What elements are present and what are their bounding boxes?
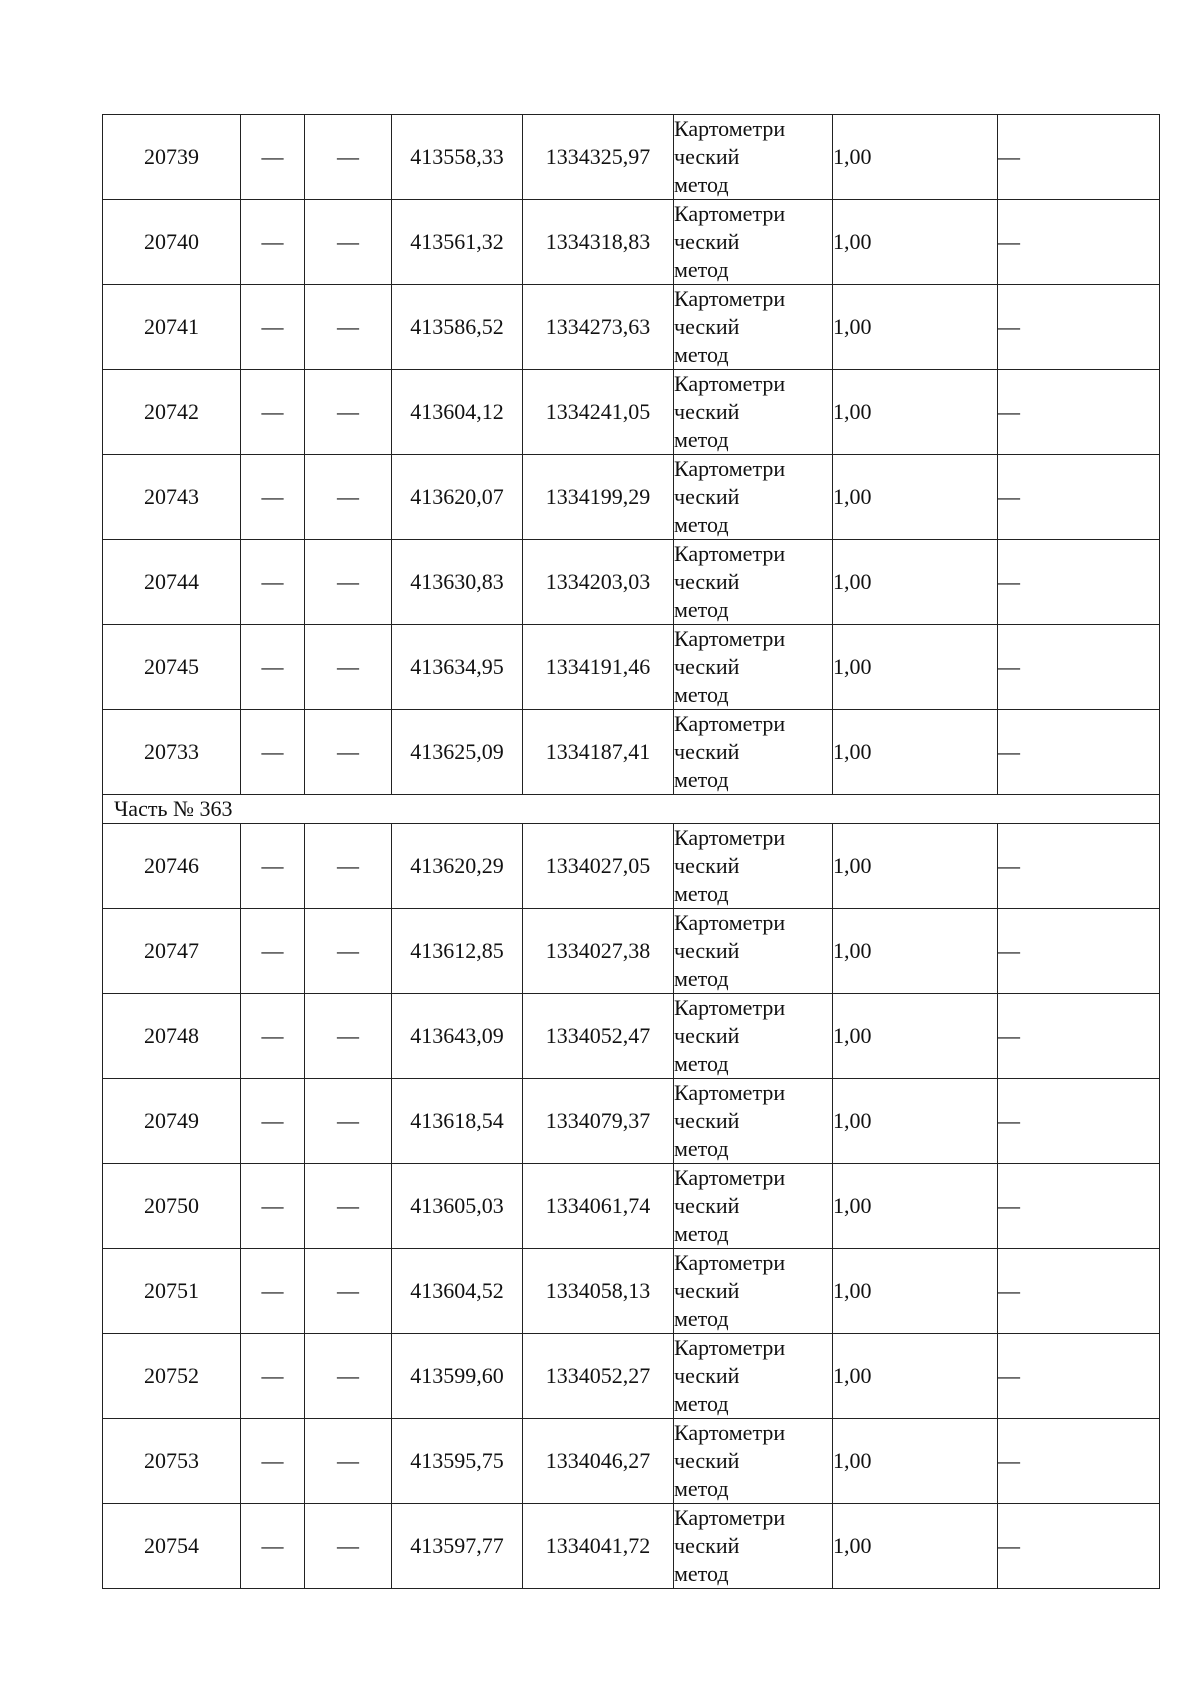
y-coordinate-cell: 1334041,72 [523, 1504, 674, 1589]
accuracy-cell: 1,00 [833, 710, 998, 795]
point-number-cell: 20746 [103, 824, 241, 909]
method-line: Картометри [674, 541, 786, 566]
method-line: Картометри [674, 711, 786, 736]
x-coordinate-cell: 413618,54 [392, 1079, 523, 1164]
method-line: метод [674, 1561, 729, 1586]
method-line: Картометри [674, 825, 786, 850]
method-line: метод [674, 512, 729, 537]
y-coordinate-cell: 1334052,27 [523, 1334, 674, 1419]
method-line: метод [674, 1391, 729, 1416]
method-line: Картометри [674, 286, 786, 311]
method-line: Картометри [674, 456, 786, 481]
point-number-cell: 20739 [103, 115, 241, 200]
x-coordinate-cell: 413643,09 [392, 994, 523, 1079]
accuracy-cell: 1,00 [833, 115, 998, 200]
method-line: ческий [674, 739, 740, 764]
accuracy-cell: 1,00 [833, 1419, 998, 1504]
y-coordinate-cell: 1334318,83 [523, 200, 674, 285]
x-coordinate-cell: 413595,75 [392, 1419, 523, 1504]
method-line: Картометри [674, 995, 786, 1020]
empty-dash-cell: — [241, 115, 305, 200]
method-line: метод [674, 1221, 729, 1246]
part-label: Часть № 363 [103, 795, 1160, 824]
note-cell: — [998, 710, 1160, 795]
y-coordinate-cell: 1334058,13 [523, 1249, 674, 1334]
empty-dash-cell: — [305, 1164, 392, 1249]
note-cell: — [998, 1334, 1160, 1419]
note-cell: — [998, 370, 1160, 455]
x-coordinate-cell: 413634,95 [392, 625, 523, 710]
method-line: ческий [674, 399, 740, 424]
table-row [103, 1504, 1160, 1589]
empty-dash-cell: — [305, 824, 392, 909]
y-coordinate-cell: 1334046,27 [523, 1419, 674, 1504]
accuracy-cell: 1,00 [833, 1249, 998, 1334]
note-cell: — [998, 200, 1160, 285]
method-cell [674, 200, 833, 285]
method-line: ческий [674, 569, 740, 594]
method-line: ческий [674, 314, 740, 339]
y-coordinate-cell: 1334061,74 [523, 1164, 674, 1249]
empty-dash-cell: — [305, 1079, 392, 1164]
empty-dash-cell: — [241, 370, 305, 455]
method-line: ческий [674, 938, 740, 963]
note-cell: — [998, 455, 1160, 540]
method-line: метод [674, 257, 729, 282]
part-header-row [103, 795, 1160, 824]
method-line: Картометри [674, 1250, 786, 1275]
empty-dash-cell: — [305, 1504, 392, 1589]
y-coordinate-cell: 1334027,38 [523, 909, 674, 994]
point-number-cell: 20748 [103, 994, 241, 1079]
method-cell [674, 370, 833, 455]
point-number-cell: 20742 [103, 370, 241, 455]
point-number-cell: 20743 [103, 455, 241, 540]
point-number-cell: 20751 [103, 1249, 241, 1334]
x-coordinate-cell: 413625,09 [392, 710, 523, 795]
note-cell: — [998, 1164, 1160, 1249]
empty-dash-cell: — [241, 455, 305, 540]
note-cell: — [998, 285, 1160, 370]
accuracy-cell: 1,00 [833, 540, 998, 625]
point-number-cell: 20733 [103, 710, 241, 795]
method-cell [674, 1079, 833, 1164]
point-number-cell: 20752 [103, 1334, 241, 1419]
method-line: Картометри [674, 116, 786, 141]
method-line: ческий [674, 1193, 740, 1218]
empty-dash-cell: — [305, 1419, 392, 1504]
method-line: метод [674, 427, 729, 452]
method-line: метод [674, 172, 729, 197]
y-coordinate-cell: 1334052,47 [523, 994, 674, 1079]
note-cell: — [998, 115, 1160, 200]
empty-dash-cell: — [305, 455, 392, 540]
empty-dash-cell: — [241, 710, 305, 795]
empty-dash-cell: — [241, 909, 305, 994]
method-cell [674, 115, 833, 200]
method-line: Картометри [674, 371, 786, 396]
method-line: метод [674, 1306, 729, 1331]
accuracy-cell: 1,00 [833, 200, 998, 285]
x-coordinate-cell: 413599,60 [392, 1334, 523, 1419]
table-row [103, 625, 1160, 710]
note-cell: — [998, 1504, 1160, 1589]
note-cell: — [998, 1419, 1160, 1504]
method-cell [674, 1334, 833, 1419]
method-line: ческий [674, 654, 740, 679]
table-row [103, 710, 1160, 795]
point-number-cell: 20747 [103, 909, 241, 994]
method-line: ческий [674, 144, 740, 169]
table-row [103, 824, 1160, 909]
empty-dash-cell: — [305, 200, 392, 285]
method-line: Картометри [674, 1335, 786, 1360]
method-line: метод [674, 682, 729, 707]
note-cell: — [998, 824, 1160, 909]
point-number-cell: 20741 [103, 285, 241, 370]
x-coordinate-cell: 413620,07 [392, 455, 523, 540]
method-line: метод [674, 767, 729, 792]
method-line: метод [674, 1136, 729, 1161]
method-line: Картометри [674, 201, 786, 226]
method-line: метод [674, 966, 729, 991]
method-line: ческий [674, 1108, 740, 1133]
coordinates-table [102, 114, 1160, 1589]
empty-dash-cell: — [305, 115, 392, 200]
point-number-cell: 20754 [103, 1504, 241, 1589]
empty-dash-cell: — [305, 370, 392, 455]
accuracy-cell: 1,00 [833, 1334, 998, 1419]
y-coordinate-cell: 1334325,97 [523, 115, 674, 200]
method-cell [674, 540, 833, 625]
method-line: ческий [674, 853, 740, 878]
table-body [103, 115, 1160, 1589]
table-row [103, 285, 1160, 370]
empty-dash-cell: — [305, 285, 392, 370]
method-line: метод [674, 1476, 729, 1501]
accuracy-cell: 1,00 [833, 994, 998, 1079]
x-coordinate-cell: 413561,32 [392, 200, 523, 285]
table-row [103, 1249, 1160, 1334]
y-coordinate-cell: 1334273,63 [523, 285, 674, 370]
x-coordinate-cell: 413586,52 [392, 285, 523, 370]
empty-dash-cell: — [305, 1249, 392, 1334]
method-line: ческий [674, 1533, 740, 1558]
method-cell [674, 1164, 833, 1249]
accuracy-cell: 1,00 [833, 824, 998, 909]
method-line: метод [674, 342, 729, 367]
empty-dash-cell: — [305, 994, 392, 1079]
method-cell [674, 994, 833, 1079]
note-cell: — [998, 1249, 1160, 1334]
empty-dash-cell: — [241, 1334, 305, 1419]
method-line: Картометри [674, 1165, 786, 1190]
empty-dash-cell: — [241, 824, 305, 909]
accuracy-cell: 1,00 [833, 1164, 998, 1249]
table-row [103, 1164, 1160, 1249]
y-coordinate-cell: 1334027,05 [523, 824, 674, 909]
y-coordinate-cell: 1334191,46 [523, 625, 674, 710]
method-cell [674, 625, 833, 710]
method-line: ческий [674, 229, 740, 254]
table-row [103, 540, 1160, 625]
method-line: ческий [674, 1363, 740, 1388]
empty-dash-cell: — [241, 1249, 305, 1334]
method-cell [674, 285, 833, 370]
method-line: Картометри [674, 1420, 786, 1445]
method-cell [674, 455, 833, 540]
method-cell [674, 1419, 833, 1504]
accuracy-cell: 1,00 [833, 370, 998, 455]
method-cell [674, 824, 833, 909]
note-cell: — [998, 625, 1160, 710]
empty-dash-cell: — [241, 540, 305, 625]
accuracy-cell: 1,00 [833, 455, 998, 540]
method-line: Картометри [674, 1080, 786, 1105]
empty-dash-cell: — [305, 540, 392, 625]
method-cell [674, 710, 833, 795]
y-coordinate-cell: 1334079,37 [523, 1079, 674, 1164]
empty-dash-cell: — [241, 1164, 305, 1249]
method-line: ческий [674, 484, 740, 509]
empty-dash-cell: — [241, 625, 305, 710]
method-line: Картометри [674, 1505, 786, 1530]
accuracy-cell: 1,00 [833, 625, 998, 710]
x-coordinate-cell: 413620,29 [392, 824, 523, 909]
table-row [103, 909, 1160, 994]
x-coordinate-cell: 413558,33 [392, 115, 523, 200]
empty-dash-cell: — [241, 1419, 305, 1504]
table-row [103, 1334, 1160, 1419]
table-row [103, 1419, 1160, 1504]
empty-dash-cell: — [305, 909, 392, 994]
method-line: ческий [674, 1448, 740, 1473]
note-cell: — [998, 909, 1160, 994]
table-row [103, 455, 1160, 540]
method-line: метод [674, 597, 729, 622]
x-coordinate-cell: 413630,83 [392, 540, 523, 625]
point-number-cell: 20753 [103, 1419, 241, 1504]
point-number-cell: 20744 [103, 540, 241, 625]
x-coordinate-cell: 413604,52 [392, 1249, 523, 1334]
accuracy-cell: 1,00 [833, 909, 998, 994]
method-cell [674, 909, 833, 994]
point-number-cell: 20740 [103, 200, 241, 285]
point-number-cell: 20750 [103, 1164, 241, 1249]
accuracy-cell: 1,00 [833, 1504, 998, 1589]
note-cell: — [998, 994, 1160, 1079]
method-line: метод [674, 1051, 729, 1076]
empty-dash-cell: — [241, 285, 305, 370]
point-number-cell: 20745 [103, 625, 241, 710]
method-line: ческий [674, 1278, 740, 1303]
table-row [103, 115, 1160, 200]
y-coordinate-cell: 1334241,05 [523, 370, 674, 455]
method-line: ческий [674, 1023, 740, 1048]
x-coordinate-cell: 413605,03 [392, 1164, 523, 1249]
empty-dash-cell: — [305, 625, 392, 710]
table-row [103, 370, 1160, 455]
note-cell: — [998, 1079, 1160, 1164]
table-row [103, 200, 1160, 285]
table-row [103, 1079, 1160, 1164]
table-row [103, 994, 1160, 1079]
empty-dash-cell: — [241, 994, 305, 1079]
x-coordinate-cell: 413597,77 [392, 1504, 523, 1589]
method-cell [674, 1249, 833, 1334]
method-cell [674, 1504, 833, 1589]
y-coordinate-cell: 1334187,41 [523, 710, 674, 795]
method-line: метод [674, 881, 729, 906]
accuracy-cell: 1,00 [833, 285, 998, 370]
note-cell: — [998, 540, 1160, 625]
empty-dash-cell: — [305, 710, 392, 795]
empty-dash-cell: — [305, 1334, 392, 1419]
point-number-cell: 20749 [103, 1079, 241, 1164]
empty-dash-cell: — [241, 200, 305, 285]
x-coordinate-cell: 413604,12 [392, 370, 523, 455]
x-coordinate-cell: 413612,85 [392, 909, 523, 994]
method-line: Картометри [674, 626, 786, 651]
y-coordinate-cell: 1334203,03 [523, 540, 674, 625]
empty-dash-cell: — [241, 1079, 305, 1164]
empty-dash-cell: — [241, 1504, 305, 1589]
accuracy-cell: 1,00 [833, 1079, 998, 1164]
y-coordinate-cell: 1334199,29 [523, 455, 674, 540]
method-line: Картометри [674, 910, 786, 935]
